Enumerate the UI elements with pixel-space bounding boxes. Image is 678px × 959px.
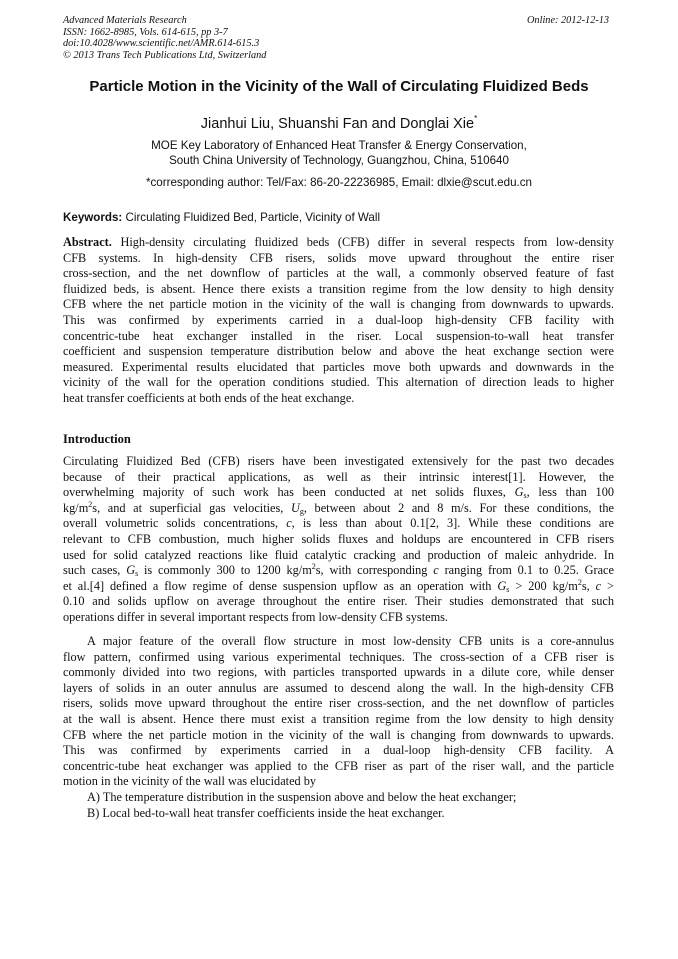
paragraph-line: layers of solids in an outer annulus are assumed to descend along the wall. In the high-density CFB [63, 680, 614, 695]
paragraph-line: Circulating Fluidized Bed (CFB) risers have been investigated extensively for the past two decades [63, 454, 614, 468]
abstract-line: CFB where the net particle motion in the vicinity of the wall is changing from downwards to upwards. [63, 297, 614, 312]
paragraph-line: operations differ in several important respects from low-density CFB systems. [63, 609, 449, 624]
abstract [63, 235, 614, 407]
affiliation-line-2: South China University of Technology, Guangzhou, China, 510640 [169, 154, 509, 167]
keywords-label: Keywords: [63, 211, 123, 224]
issn-line: ISSN: 1662-8985, Vols. 614-615, pp 3-7 [63, 26, 228, 38]
intro-paragraph-1 [63, 454, 614, 626]
abstract-line: CFB systems. In high-density CFB risers, solids move upward throughout the entire riser [63, 250, 614, 265]
author-1: Jianhui Liu [200, 116, 271, 132]
copyright-line: © 2013 Trans Tech Publications Ltd, Switzerland [63, 49, 267, 61]
paragraph-line: A major feature of the overall flow structure in most low-density CFB units is a core-annulus [87, 634, 614, 648]
paragraph-line: used for solid catalyzed reactions like fluid catalytic cracking and production of maleic anhydride. In [63, 547, 614, 562]
paragraph-line: This was confirmed by experiments carried in a dual-loop high-density CFB facility. A [63, 743, 614, 758]
abstract-line: vicinity of the wall for the operation conditions studied. This alternation of direction leads to higher [63, 375, 614, 390]
abstract-label: Abstract. [63, 235, 112, 249]
paragraph-line: such cases, $G_s$ is commonly 300 to 1200 $kg/m^2s$, with corresponding c ranging from 0.1 to 0.25. Grace [63, 562, 614, 579]
paragraph-line: overwhelming majority of such work has been conducted at net solids fluxes, $G_s$, less than 100 [63, 485, 614, 501]
keywords-text: Circulating Fluidized Bed, Particle, Vicinity of Wall [122, 211, 381, 224]
journal-header [63, 15, 266, 61]
abstract-line: coefficient and suspension temperature distribution below and above the heat exchange section were [63, 344, 614, 359]
section-heading-introduction: Introduction [63, 432, 131, 446]
paragraph-line: at the wall is absent. Hence there must exist a transition regime from the low density to high density [63, 711, 614, 726]
abstract-line: fluidized beds, is absent. Hence there exists a transition regime from the low density to high density [63, 281, 614, 296]
paragraph-line: relevant to CFB combustion, much higher solids fluxes and holdups are encountered in CFB risers [63, 531, 614, 546]
affiliation [0, 138, 678, 168]
author-list: Jianhui Liu, Shuanshi Fan and Donglai Xie* [200, 114, 478, 132]
journal-name: Advanced Materials Research [63, 15, 187, 26]
keywords [63, 211, 380, 224]
paper-title: Particle Motion in the Vicinity of the Wall of Circulating Fluidized Beds [89, 78, 589, 95]
paragraph-line: concentric-tube heat exchanger was applied to the CFB riser as part of the riser wall, and the particle [63, 758, 614, 773]
paragraph-line: flow pattern, confirmed using various experimental techniques. The cross-section of a CFB riser is [63, 649, 614, 664]
abstract-line: heat transfer coefficients at both ends of the heat exchange. [63, 390, 355, 405]
corresponding-author: *corresponding author: Tel/Fax: 86-20-22236985, Email: dlxie@scut.edu.cn [145, 176, 532, 189]
abstract-line: This was confirmed by experiments carried in a dual-loop high-density CFB facility with [63, 312, 614, 327]
doi-line: doi:10.4028/www.scientific.net/AMR.614-615.3 [63, 38, 260, 49]
abstract-line: Abstract. High-density circulating fluidized beds (CFB) differ in several respects from low-density [63, 235, 614, 249]
abstract-line: cross-section, and the net downflow of particles at the wall, a commonly observed feature of fast [63, 266, 614, 281]
abstract-line: concentric-tube heat exchanger installed in the riser. Local suspension-to-wall heat transfer [63, 328, 614, 343]
paragraph-line: commonly divided into two regions, with particles transported upwards in a dilute core, while denser [63, 665, 614, 680]
paragraph-line: 0.10 and solids upflow on average throughout the entire riser. Their studies demonstrated that such [63, 594, 614, 609]
corresponding-mark: * [474, 114, 478, 123]
intro-paragraph-2 [63, 634, 614, 821]
list-item: B) Local bed-to-wall heat transfer coefficients inside the heat exchanger. [87, 805, 445, 820]
affiliation-line-1: MOE Key Laboratory of Enhanced Heat Transfer & Energy Conservation, [151, 139, 527, 152]
author-3: Donglai Xie [399, 116, 475, 132]
paragraph-line: because of their practical applications, as well as their intrinsic interest[1]. However, the [63, 469, 614, 484]
paragraph-line: motion in the vicinity of the wall was elucidated by [63, 774, 317, 789]
list-item: A) The temperature distribution in the suspension above and below the heat exchanger; [87, 789, 517, 804]
paragraph-line: CFB where the net particle motion in the vicinity of the wall is changing from downwards to upwards. [63, 727, 614, 742]
paragraph-line: risers, solids move upward throughout the entire riser cross-section, and the net downflow of particles [63, 696, 614, 711]
paragraph-line: et al.[4] defined a flow regime of dense suspension upflow as an operation with $G_s > 200$ $kg/m^2s$, c > [63, 577, 614, 594]
paragraph-line: $kg/m^2s$, and at superficial gas velocities, $U_g$, between about 2 and 8 m/s. For these conditions, the [63, 499, 614, 516]
online-date: Online: 2012-12-13 [527, 15, 610, 26]
author-2: Shuanshi Fan [274, 116, 368, 132]
abstract-line: measured. Experimental results elucidated that particles move both upwards and downwards in the [63, 359, 614, 374]
paragraph-line: overall volumetric solids concentrations, c, is less than about 0.1[2, 3]. While these conditions are [63, 516, 615, 531]
